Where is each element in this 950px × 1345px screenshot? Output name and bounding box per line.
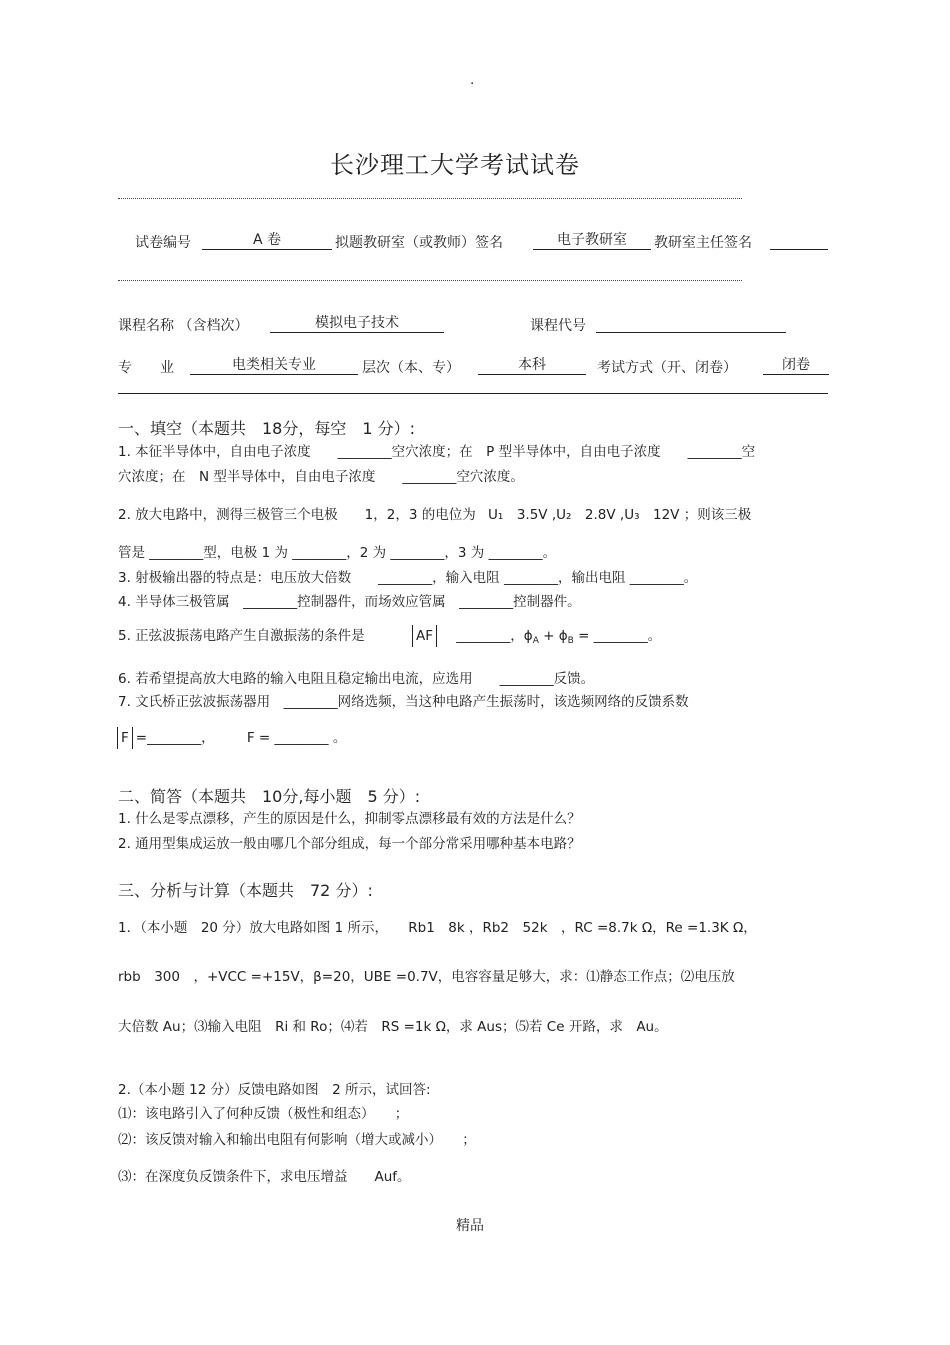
author-field[interactable]: 电子教研室	[533, 232, 651, 250]
q5-af: AF	[415, 628, 433, 644]
course-name-label: 课程名称 （含档次）	[118, 318, 249, 334]
q5: 5. 正弦波振荡电路产生自激振荡的条件是 AF ________，$\phi_A + \phi_B$ = ________。	[118, 625, 661, 652]
q5-pre: 5. 正弦波振荡电路产生自激振荡的条件是	[118, 628, 365, 644]
dotted-divider	[118, 280, 742, 281]
section3-heading: 三、分析与计算（本题共 72 分）:	[118, 881, 373, 900]
q3: 3. 射极输出器的特点是：电压放大倍数 ________，输入电阻 ________，输出电阻 ________。	[118, 570, 698, 586]
paper-no-field[interactable]: A 卷	[202, 232, 332, 250]
p1-line1-a: 1．（本小题 20 分）放大电路如图 1 所示， R	[118, 920, 418, 936]
p1-line3: 大倍数 Au；⑶输入电阻 Ri 和 Ro；⑷若 RS =1k Ω，求 Aus；⑸若 Ce 开路，求 Au。	[118, 1019, 668, 1035]
footer-text: 精品	[456, 1218, 484, 1234]
q2-formula: U₁ 3.5V ,U₂ 2.8V ,U₃ 12V	[488, 507, 680, 523]
q5-post: ________，ϕ	[456, 628, 533, 644]
q5-tail: = ________。	[578, 628, 662, 644]
q2-pre: 2. 放大电路中，测得三极管三个电极 1，2，3 的电位为	[118, 507, 476, 523]
director-label: 教研室主任签名	[654, 235, 752, 251]
course-name-field[interactable]: 模拟电子技术	[270, 315, 444, 333]
q1-line1: 1. 本征半导体中，自由电子浓度 ________空穴浓度；在 P 型半导体中，自由电子浓度 ________空	[118, 444, 756, 460]
q7-a: =________，	[135, 730, 215, 746]
p2-b: ⑵：该反馈对输入和输出电阻有何影响（增大或减小） ；	[118, 1132, 476, 1148]
dotted-divider	[118, 198, 742, 199]
q2-post: ；则该三极	[683, 507, 752, 523]
section2-heading: 二、简答（本题共 10分,每小题 5 分）:	[118, 787, 421, 806]
paper-no-label: 试卷编号	[135, 235, 191, 251]
author-label: 拟题教研室（或教师）签名	[335, 235, 503, 251]
q1-line2: 穴浓度；在 N 型半导体中，自由电子浓度 ________空穴浓度。	[118, 469, 524, 485]
section1-heading: 一、填空（本题共 18分，每空 1 分）:	[118, 419, 416, 438]
major-field[interactable]: 电类相关专业	[190, 357, 358, 375]
q7-f: F	[121, 730, 129, 746]
p1-line1	[118, 916, 757, 936]
q7-line1: 7. 文氏桥正弦波振荡器用 ________网络选频，当这种电路产生振荡时，该选频网络的反馈系数	[118, 694, 689, 710]
s2-q2: 2. 通用型集成运放一般由哪几个部分组成，每一个部分常采用哪种基本电路？	[118, 836, 581, 852]
q7-b: F = ________ 。	[246, 730, 347, 746]
course-code-label: 课程代号	[530, 318, 586, 334]
header-rule	[118, 393, 828, 394]
level-label: 层次（本、专）	[362, 360, 460, 376]
p1-line2: rbb 300 ，+VCC =+15V，β=20，UBE =0.7V，电容容量足够大，求：⑴静态工作点；⑵电压放	[118, 969, 735, 985]
p1-line1-b: b1 8k ，Rb2 52k ，RC =8.7k Ω，Re =1.3K Ω，	[417, 920, 757, 936]
exam-mode-label: 考试方式（开、闭卷）	[597, 360, 737, 376]
q4: 4. 半导体三极管属 ________控制器件，而场效应管属 ________控制器件。	[118, 594, 581, 610]
header-dot: .	[470, 72, 475, 88]
q6: 6. 若希望提高放大电路的输入电阻且稳定输出电流，应选用 ________反馈。	[118, 671, 595, 687]
p2-line1: 2.（本小题 12 分）反馈电路如图 2 所示，试回答:	[118, 1082, 431, 1098]
exam-mode-field[interactable]: 闭卷	[763, 357, 829, 375]
q2-line2: 管是 ________型，电极 1 为 ________，2 为 ________，3 为 ________。	[118, 545, 557, 561]
course-code-field[interactable]	[596, 315, 786, 333]
p2-a: ⑴：该电路引入了何种反馈（极性和组态） ；	[118, 1106, 409, 1122]
q7-line2	[114, 727, 346, 749]
major-label: 专 业	[118, 360, 174, 376]
level-field[interactable]: 本科	[478, 357, 586, 375]
director-field[interactable]	[770, 232, 828, 250]
p2-c: ⑶：在深度负反馈条件下，求电压增益 Auf。	[118, 1169, 411, 1185]
page-title: 长沙理工大学考试试卷	[330, 151, 580, 179]
s2-q1: 1. 什么是零点漂移，产生的原因是什么，抑制零点漂移最有效的方法是什么？	[118, 811, 581, 827]
q2-line1	[118, 503, 751, 523]
